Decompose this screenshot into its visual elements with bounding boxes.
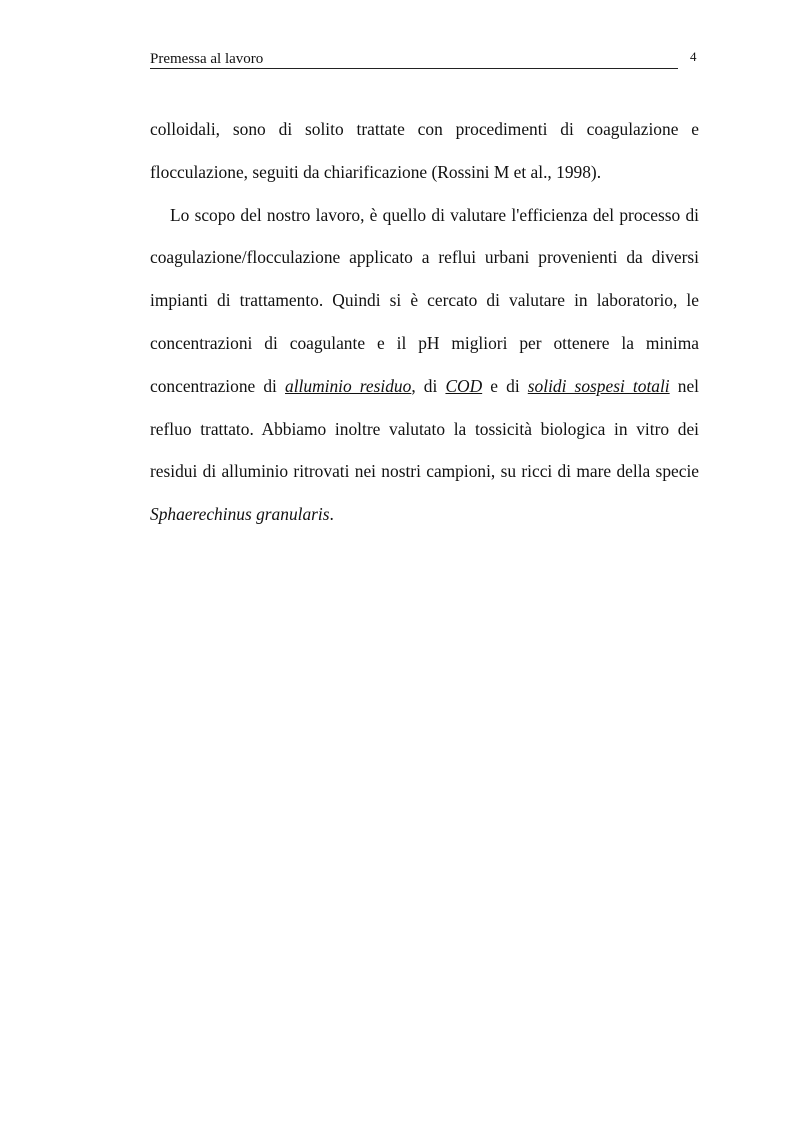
term-solidi-sospesi-totali: solidi sospesi totali: [527, 375, 670, 396]
paragraph-aim-text-a: Lo scopo del nostro lavoro, è quello di valutare l'efficienza del processo di coagulazione/flocculazione applicato a reflui urbani provenienti da diversi impianti di trattamento. Quindi si è cercato di valutare in laboratorio, le concentrazioni di coagulante e il pH migliori per ottenere la minima concentrazione di: [150, 204, 699, 396]
separator-1: , di: [411, 375, 446, 396]
paragraph-end: .: [329, 504, 334, 525]
term-alluminio-residuo: alluminio residuo: [285, 375, 412, 396]
paragraph-continuation: colloidali, sono di solito trattate con procedimenti di coagulazione e flocculazione, seguiti da chiarificazione (Rossini M et al., 1998).: [150, 119, 699, 182]
paragraph-aim-text-b: nel refluo trattato. Abbiamo inoltre valutato la tossicità biologica in vitro dei residui di alluminio ritrovati nei nostri campioni, su ricci di mare della specie: [150, 375, 700, 482]
species-name: Sphaerechinus granularis: [150, 504, 330, 525]
header-title: Premessa al lavoro: [150, 51, 264, 67]
term-cod: COD: [445, 375, 483, 396]
separator-2: e di: [482, 375, 528, 396]
page-number: 4: [690, 49, 697, 64]
body-text: [150, 108, 699, 536]
running-header: [150, 48, 678, 69]
paragraph-aim: [150, 194, 699, 536]
